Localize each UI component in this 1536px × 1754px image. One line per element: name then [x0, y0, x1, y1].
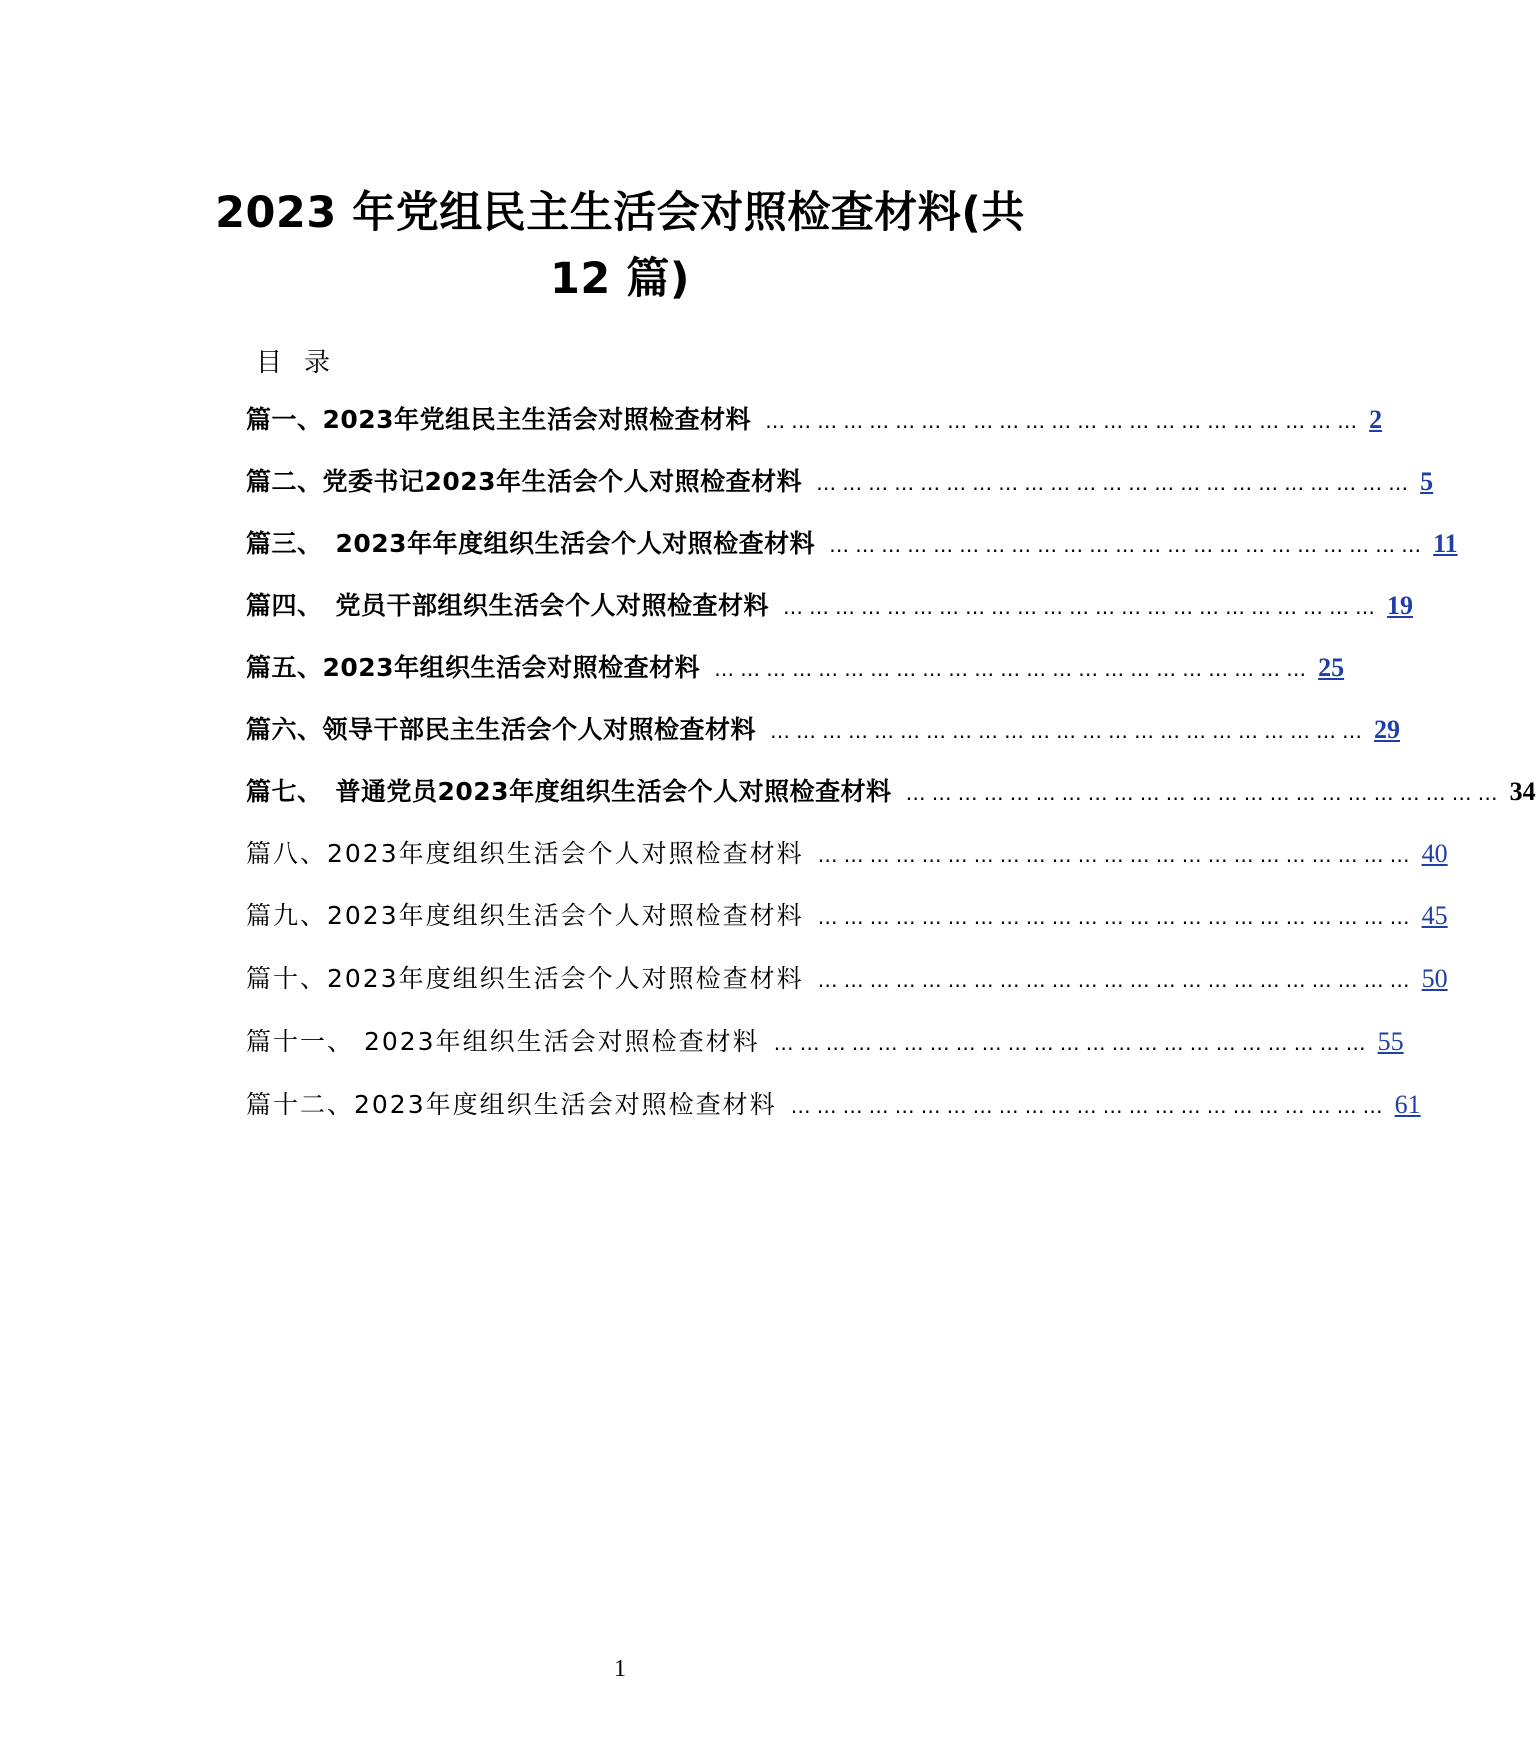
toc-page-number[interactable]: 2 — [1369, 405, 1383, 434]
toc-leader-dots: …………………………………………………………… — [905, 781, 1504, 805]
toc-leader-dots: …………………………………………………………… — [816, 471, 1415, 495]
toc-entry-8[interactable] — [246, 834, 1448, 874]
toc-leader-dots: …………………………………………………………… — [714, 657, 1313, 681]
toc-entry-5[interactable] — [246, 648, 1345, 688]
toc-page-number[interactable]: 40 — [1421, 839, 1448, 868]
toc-entry-2[interactable] — [246, 462, 1434, 502]
toc-page-number[interactable]: 50 — [1421, 964, 1448, 993]
toc-leader-dots: …………………………………………………………… — [829, 533, 1428, 557]
toc-page-number[interactable]: 34 — [1509, 777, 1536, 806]
toc-entry-label: 篇九、2023年度组织生活会个人对照检查材料 — [246, 901, 804, 930]
toc-heading: 目录 — [256, 348, 353, 378]
page-number-footer: 1 — [614, 1656, 626, 1682]
toc-page-number[interactable]: 11 — [1433, 529, 1458, 558]
toc-leader-dots: …………………………………………………………… — [817, 905, 1416, 929]
toc-entry-label: 篇七、 普通党员2023年度组织生活会个人对照检查材料 — [246, 777, 892, 806]
toc-page-number[interactable]: 25 — [1318, 653, 1345, 682]
toc-entry-label: 篇十二、2023年度组织生活会对照检查材料 — [246, 1090, 777, 1119]
toc-entry-label: 篇四、 党员干部组织生活会个人对照检查材料 — [246, 591, 770, 620]
toc-entry-label: 篇八、2023年度组织生活会个人对照检查材料 — [246, 839, 804, 868]
toc-entry-6[interactable] — [246, 710, 1401, 750]
toc-entry-11[interactable] — [246, 1022, 1404, 1062]
toc-leader-dots: …………………………………………………………… — [773, 1031, 1372, 1055]
toc-entry-10[interactable] — [246, 959, 1448, 999]
toc-page-number[interactable]: 61 — [1394, 1090, 1421, 1119]
toc-entry-label: 篇十、2023年度组织生活会个人对照检查材料 — [246, 964, 804, 993]
toc-entry-9[interactable] — [246, 896, 1448, 936]
toc-entry-1[interactable] — [246, 400, 1383, 440]
toc-leader-dots: …………………………………………………………… — [765, 409, 1364, 433]
toc-entry-label: 篇二、党委书记2023年生活会个人对照检查材料 — [246, 467, 803, 496]
toc-entry-12[interactable] — [246, 1085, 1421, 1125]
toc-page-number[interactable]: 55 — [1377, 1027, 1404, 1056]
toc-page-number[interactable]: 5 — [1420, 467, 1434, 496]
toc-entry-4[interactable] — [246, 586, 1414, 626]
toc-entry-7[interactable] — [246, 772, 1536, 812]
toc-entry-label: 篇六、领导干部民主生活会个人对照检查材料 — [246, 715, 757, 744]
toc-entry-label: 篇三、 2023年年度组织生活会个人对照检查材料 — [246, 529, 816, 558]
toc-entry-label: 篇十一、 2023年组织生活会对照检查材料 — [246, 1027, 760, 1056]
document-title: 2023 年党组民主生活会对照检查材料(共 12 篇) — [215, 188, 1025, 304]
toc-entry-label: 篇一、2023年党组民主生活会对照检查材料 — [246, 405, 752, 434]
toc-page-number[interactable]: 19 — [1387, 591, 1414, 620]
toc-entry-3[interactable] — [246, 524, 1458, 564]
toc-leader-dots: …………………………………………………………… — [783, 595, 1382, 619]
toc-page-number[interactable]: 45 — [1421, 901, 1448, 930]
toc-leader-dots: …………………………………………………………… — [790, 1094, 1389, 1118]
toc-leader-dots: …………………………………………………………… — [770, 719, 1369, 743]
toc-leader-dots: …………………………………………………………… — [817, 843, 1416, 867]
toc-leader-dots: …………………………………………………………… — [817, 968, 1416, 992]
toc-page-number[interactable]: 29 — [1374, 715, 1401, 744]
toc-entry-label: 篇五、2023年组织生活会对照检查材料 — [246, 653, 701, 682]
